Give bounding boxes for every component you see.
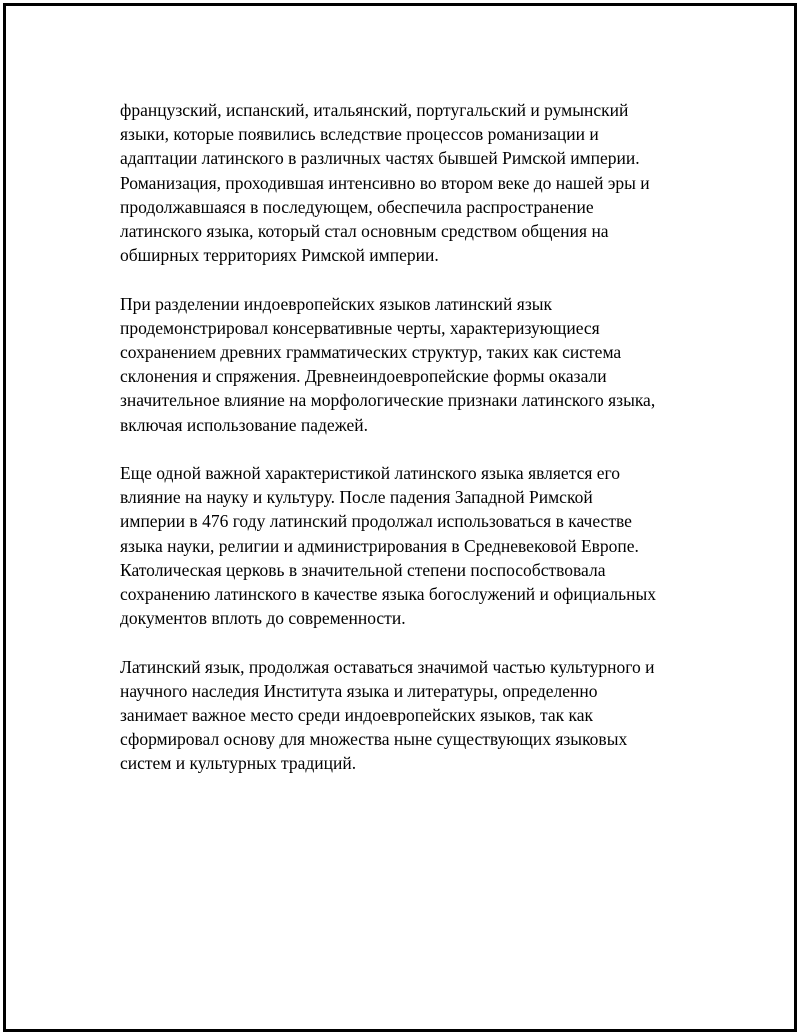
paragraph-romance-languages: французский, испанский, итальянский, португальский и румынский языки, которые появились вследствие процессов романизации и адаптации латинского в различных частях бывшей Римской империи. Романизация, проходившая интенсивно во втором веке до нашей эры и продолжавшаяся в последующем, обеспечила распространение латинского языка, который стал основным средством общения на обширных территориях Римской империи. [120,100,650,266]
paragraph-conservative-features: При разделении индоевропейских языков латинский язык продемонстрировал консервативные черты, характеризующиеся сохранением древних грамматических структур, таких как система склонения и спряжения. Древнеиндоевропейские формы оказали значительное влияние на морфологические признаки латинского языка, включая использование падежей. [120,293,656,435]
document-body [120,98,700,776]
document-page [3,3,797,1032]
paragraph-conclusion: Латинский язык, продолжая оставаться значимой частью культурного и научного наследия Института языка и литературы, определенно занимает важное место среди индоевропейских языков, так как сформировал основу для множества ныне существующих языковых систем и культурных традиций. [120,656,655,774]
paragraph-science-and-culture: Еще одной важной характеристикой латинского языка является его влияние на науку и культуру. После падения Западной Римской империи в 476 году латинский продолжал использоваться в качестве языка науки, религии и администрирования в Средневековой Европе. Католическая церковь в значительной степени поспособствовала сохранению латинского в качестве языка богослужений и официальных документов вплоть до современности. [120,463,656,629]
